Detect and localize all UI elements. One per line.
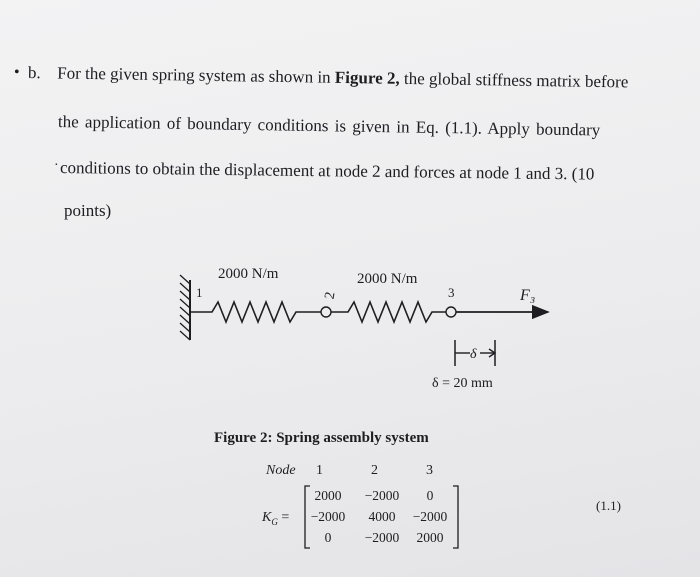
problem-line-1-post: the global stiffness matrix before — [403, 68, 629, 92]
problem-line-4: points) — [64, 201, 112, 220]
matrix-cell: −2000 — [310, 509, 346, 524]
node-header-2: 2 — [371, 463, 378, 478]
spring-2-label: 2000 N/m — [357, 271, 418, 287]
matrix-cell: 2000 — [416, 530, 444, 545]
matrix-cell: 2000 — [314, 488, 342, 503]
matrix-cell: 0 — [426, 488, 434, 503]
node-1-label: 1 — [196, 285, 203, 300]
node-3-label: 3 — [448, 285, 455, 300]
matrix-symbol: $K_G$ = — [262, 510, 290, 527]
problem-line-3: conditions to obtain the displacement at node 2 and forces at node 1 and 3. (10 — [59, 158, 595, 184]
figure-reference: Figure 2, — [334, 67, 400, 88]
matrix-cell: −2000 — [364, 488, 400, 503]
stray-dot: · — [54, 158, 59, 173]
matrix-cell: 0 — [324, 530, 332, 545]
matrix-cell: −2000 — [412, 509, 448, 524]
node-header-1: 1 — [316, 463, 323, 478]
node-2-label: 2 — [322, 290, 339, 301]
matrix-cell: 4000 — [368, 509, 396, 524]
node-header-label: Node — [266, 463, 296, 478]
force-label: F₃ — [520, 287, 536, 304]
equation-number: (1.1) — [596, 498, 621, 513]
bullet-dot: • — [14, 64, 20, 81]
delta-symbol-label: δ — [470, 347, 477, 362]
problem-line-2: the application of boundary conditions is given in Eq. (1.1). Apply boundary — [57, 112, 601, 140]
spring-1-label: 2000 N/m — [218, 266, 279, 282]
node-header-3: 3 — [426, 463, 433, 478]
problem-line-1-pre: For the given spring system as shown in — [57, 63, 331, 87]
figure-caption: Figure 2: Spring assembly system — [214, 430, 429, 446]
problem-label: b. — [27, 63, 41, 83]
delta-value-label: δ = 20 mm — [432, 376, 493, 391]
matrix-cell: −2000 — [364, 530, 400, 545]
